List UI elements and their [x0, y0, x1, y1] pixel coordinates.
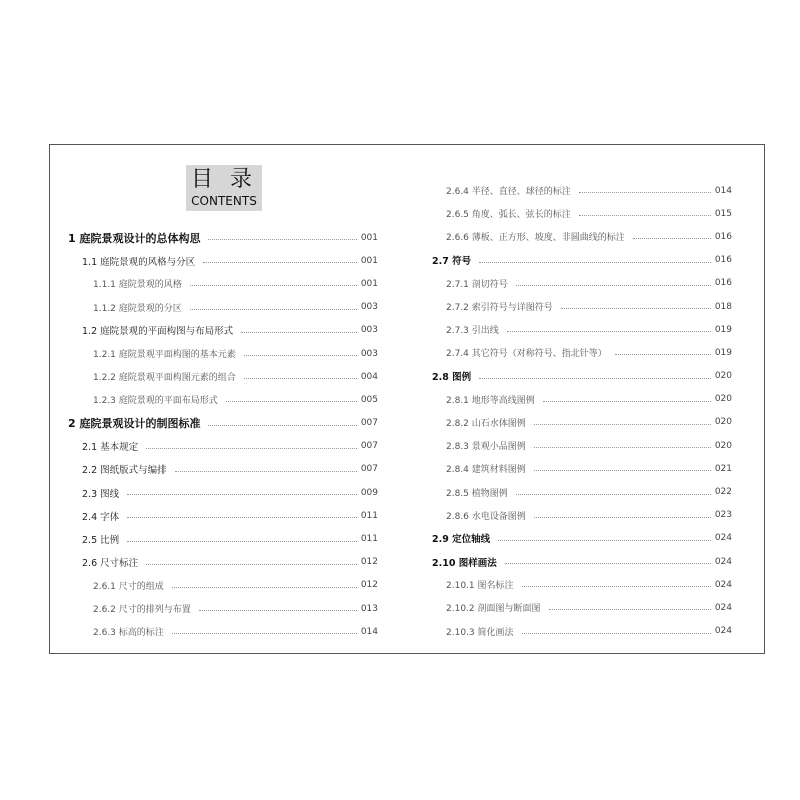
toc-entry-label: 2.10.1 图名标注 [446, 581, 514, 592]
dot-leader [479, 378, 711, 379]
toc-entry[interactable] [432, 527, 732, 550]
dot-leader [190, 285, 357, 286]
toc-entry-page-number: 024 [714, 602, 732, 613]
toc-entry-label: 2.6.3 标高的标注 [93, 628, 164, 639]
dot-leader [244, 378, 357, 379]
toc-entry-page-number: 019 [714, 347, 732, 358]
toc-entry-page-number: 003 [360, 348, 378, 359]
toc-entry[interactable] [68, 504, 378, 527]
toc-entry[interactable] [432, 272, 732, 295]
toc-entry-label: 2.2 图纸版式与编排 [82, 465, 167, 477]
toc-title-english: CONTENTS [191, 194, 257, 208]
dot-leader [534, 424, 711, 425]
dot-leader [522, 633, 711, 634]
dot-leader [522, 586, 711, 587]
dot-leader [534, 447, 711, 448]
toc-entry-page-number: 007 [360, 418, 378, 429]
dot-leader [579, 192, 711, 193]
toc-entry-page-number: 016 [714, 231, 732, 242]
toc-entry-page-number: 007 [360, 441, 378, 452]
toc-entry[interactable] [68, 296, 378, 319]
toc-entry-page-number: 011 [360, 510, 378, 521]
dot-leader [172, 633, 357, 634]
toc-entry-page-number: 016 [714, 278, 732, 289]
dot-leader [172, 587, 357, 588]
toc-entry-label: 2.3 图线 [82, 488, 120, 500]
toc-entry-label: 2.9 定位轴线 [432, 534, 491, 546]
toc-entry[interactable] [68, 620, 378, 643]
toc-entry-label: 2.7 符号 [432, 256, 472, 268]
toc-entry-page-number: 020 [714, 394, 732, 405]
dot-leader [127, 517, 357, 518]
toc-entry-page-number: 020 [714, 371, 732, 382]
toc-entry[interactable] [68, 597, 378, 620]
toc-entry-page-number: 001 [360, 278, 378, 289]
toc-entry[interactable] [432, 573, 732, 596]
toc-entry-label: 2.7.4 其它符号（对称符号、指北针等） [446, 349, 607, 360]
dot-leader [127, 494, 357, 495]
toc-title-box [186, 165, 262, 211]
toc-entry-label: 1.2.3 庭院景观的平面布局形式 [93, 396, 218, 407]
toc-entry[interactable] [432, 596, 732, 619]
toc-entry-label: 2 庭院景观设计的制图标准 [68, 417, 201, 431]
toc-entry-page-number: 005 [360, 394, 378, 405]
toc-entry-page-number: 024 [714, 579, 732, 590]
toc-entry-page-number: 004 [360, 371, 378, 382]
dot-leader [203, 262, 357, 263]
toc-entry-label: 1 庭院景观设计的总体构思 [68, 231, 201, 245]
toc-entry[interactable] [68, 574, 378, 597]
dot-leader [561, 308, 711, 309]
toc-entry-label: 2.6 尺寸标注 [82, 558, 139, 570]
toc-entry[interactable] [432, 365, 732, 388]
toc-entry-label: 1.1 庭院景观的风格与分区 [82, 256, 196, 268]
toc-entry[interactable] [68, 481, 378, 504]
toc-entry-page-number: 024 [714, 556, 732, 567]
toc-entry[interactable] [68, 226, 378, 249]
toc-entry-label: 1.2 庭院景观的平面构图与布局形式 [82, 326, 234, 338]
toc-entry-label: 2.8.5 植物图例 [446, 488, 508, 499]
toc-entry-label: 2.8 图例 [432, 372, 472, 384]
toc-entry-page-number: 015 [714, 208, 732, 219]
toc-entry-page-number: 014 [360, 626, 378, 637]
toc-entry-page-number: 013 [360, 603, 378, 614]
dot-leader [534, 517, 711, 518]
dot-leader [505, 563, 711, 564]
toc-entry[interactable] [432, 249, 732, 272]
toc-entry-label: 2.6.1 尺寸的组成 [93, 581, 164, 592]
toc-entry-label: 2.6.6 薄板、正方形、坡度、非圆曲线的标注 [446, 233, 625, 244]
toc-entry-label: 2.6.5 角度、弧长、弦长的标注 [446, 210, 571, 221]
toc-entry[interactable] [432, 550, 732, 573]
dot-leader [507, 331, 711, 332]
toc-entry-label: 2.7.2 索引符号与详图符号 [446, 303, 553, 314]
toc-entry[interactable] [432, 504, 732, 527]
toc-entry-label: 2.10.2 剖面图与断面图 [446, 604, 541, 615]
toc-entry-page-number: 003 [360, 325, 378, 336]
toc-entry[interactable] [432, 179, 732, 202]
dot-leader [549, 609, 711, 610]
toc-entry-label: 2.4 字体 [82, 511, 120, 523]
toc-entry-page-number: 018 [714, 301, 732, 312]
toc-entry-page-number: 007 [360, 464, 378, 475]
toc-entry-label: 2.8.1 地形等高线图例 [446, 395, 535, 406]
toc-entry[interactable] [68, 527, 378, 550]
dot-leader [633, 238, 711, 239]
toc-entry[interactable] [68, 458, 378, 481]
toc-entry[interactable] [432, 480, 732, 503]
toc-left-column [68, 226, 378, 643]
toc-entry[interactable] [432, 620, 732, 643]
toc-entry[interactable] [432, 202, 732, 225]
toc-title-chinese: 目 录 [191, 167, 257, 192]
toc-entry-label: 2.8.3 景观小品图例 [446, 442, 526, 453]
dot-leader [516, 285, 711, 286]
toc-entry-page-number: 022 [714, 487, 732, 498]
toc-entry[interactable] [68, 551, 378, 574]
toc-entry[interactable] [432, 318, 732, 341]
toc-entry[interactable] [68, 342, 378, 365]
toc-entry-page-number: 009 [360, 487, 378, 498]
toc-entry[interactable] [432, 457, 732, 480]
toc-entry-label: 2.6.4 半径、直径、球径的标注 [446, 187, 571, 198]
toc-entry[interactable] [432, 411, 732, 434]
toc-entry[interactable] [432, 225, 732, 248]
toc-entry-label: 1.1.2 庭院景观的分区 [93, 303, 182, 314]
dot-leader [146, 564, 357, 565]
toc-entry-page-number: 024 [714, 533, 732, 544]
dot-leader [498, 540, 711, 541]
toc-entry[interactable] [68, 319, 378, 342]
toc-entry-page-number: 020 [714, 440, 732, 451]
dot-leader [579, 215, 711, 216]
dot-leader [208, 239, 356, 240]
toc-entry-label: 1.1.1 庭院景观的风格 [93, 280, 182, 291]
dot-leader [175, 471, 357, 472]
toc-entry-label: 2.7.3 引出线 [446, 326, 499, 337]
toc-entry[interactable] [68, 249, 378, 272]
dot-leader [241, 332, 357, 333]
toc-entry-page-number: 021 [714, 463, 732, 474]
toc-entry[interactable] [68, 388, 378, 411]
toc-right-column [432, 179, 732, 643]
toc-entry-label: 2.8.4 建筑材料图例 [446, 465, 526, 476]
dot-leader [190, 309, 357, 310]
toc-entry[interactable] [432, 295, 732, 318]
toc-entry-label: 2.6.2 尺寸的排列与布置 [93, 605, 191, 616]
dot-leader [244, 355, 357, 356]
dot-leader [543, 401, 711, 402]
toc-entry-label: 2.7.1 剖切符号 [446, 279, 508, 290]
toc-entry-page-number: 016 [714, 255, 732, 266]
toc-entry-page-number: 003 [360, 302, 378, 313]
toc-entry-label: 2.8.2 山石水体图例 [446, 418, 526, 429]
dot-leader [127, 541, 357, 542]
toc-entry-label: 2.10.3 简化画法 [446, 627, 514, 638]
toc-entry-label: 1.2.2 庭院景观平面构图元素的组合 [93, 373, 236, 384]
toc-entry-page-number: 019 [714, 324, 732, 335]
toc-entry-page-number: 001 [360, 232, 378, 243]
toc-entry-label: 2.8.6 水电设备图例 [446, 511, 526, 522]
toc-entry-page-number: 023 [714, 510, 732, 521]
toc-entry-page-number: 024 [714, 626, 732, 637]
dot-leader [208, 425, 356, 426]
toc-entry[interactable] [432, 341, 732, 364]
toc-entry-label: 2.5 比例 [82, 535, 120, 547]
toc-entry[interactable] [432, 388, 732, 411]
dot-leader [199, 610, 357, 611]
dot-leader [479, 262, 711, 263]
toc-entry-page-number: 001 [360, 255, 378, 266]
toc-entry[interactable] [432, 434, 732, 457]
toc-entry-label: 1.2.1 庭院景观平面构图的基本元素 [93, 350, 236, 361]
dot-leader [146, 448, 357, 449]
dot-leader [534, 470, 711, 471]
toc-entry[interactable] [68, 365, 378, 388]
toc-entry[interactable] [68, 412, 378, 435]
dot-leader [516, 494, 711, 495]
dot-leader [226, 401, 357, 402]
toc-entry-label: 2.1 基本规定 [82, 442, 139, 454]
toc-entry-label: 2.10 图样画法 [432, 557, 497, 569]
toc-entry-page-number: 011 [360, 534, 378, 545]
toc-entry-page-number: 020 [714, 417, 732, 428]
toc-entry-page-number: 012 [360, 557, 378, 568]
toc-entry-page-number: 012 [360, 580, 378, 591]
toc-entry[interactable] [68, 272, 378, 295]
dot-leader [615, 354, 711, 355]
toc-entry[interactable] [68, 435, 378, 458]
toc-entry-page-number: 014 [714, 185, 732, 196]
